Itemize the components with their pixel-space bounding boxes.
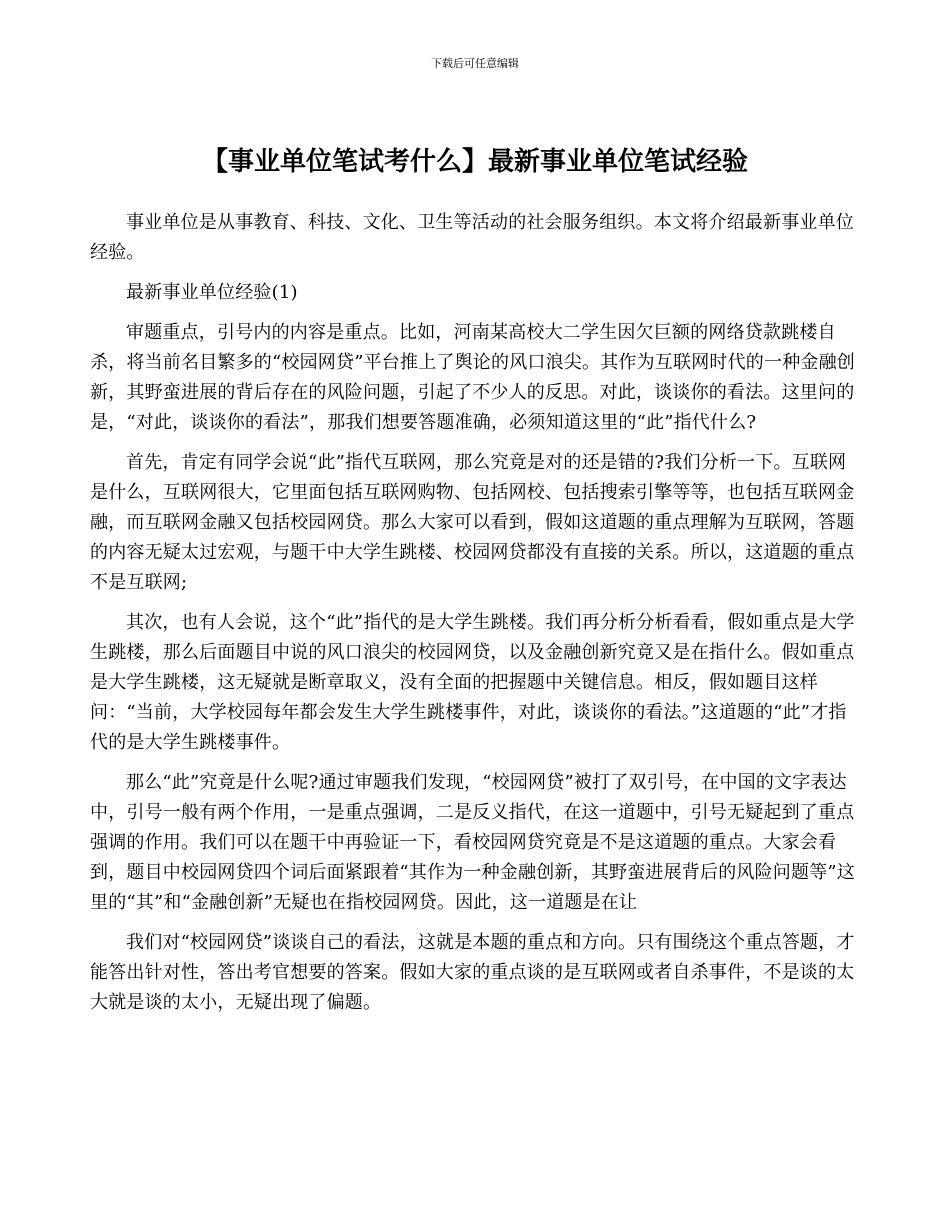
page-header-note: 下载后可任意编辑 xyxy=(431,57,519,70)
section-heading: 最新事业单位经验(1) xyxy=(126,282,298,303)
paragraph: 首先，肯定有同学会说“此”指代互联网，那么究竟是对的还是错的?我们分析一下。互联网是什么，互联网很大，它里面包括互联网购物、包括网校、包括搜索引擎等等，也包括互联网金融，而互联网金融又包括校园网贷。那么大家可以看到，假如这道题的重点理解为互联网，答题的内容无疑太过宏观，与题干中大学生跳楼、校园网贷都没有直接的关系。所以，这道题的重点不是互联网; xyxy=(90,452,855,593)
paragraph-intro: 事业单位是从事教育、科技、文化、卫生等活动的社会服务组织。本文将介绍最新事业单位经验。 xyxy=(90,212,854,263)
paragraph: 其次，也有人会说，这个“此”指代的是大学生跳楼。我们再分析分析看看，假如重点是大学生跳楼，那么后面题目中说的风口浪尖的校园网贷，以及金融创新究竟又是在指什么。假如重点是大学生跳楼，这无疑就是断章取义，没有全面的把握题中关键信息。相反，假如题目这样问：“当前，大学校园每年都会发生大学生跳楼事件，对此，谈谈你的看法。”这道题的“此”才指代的是大学生跳楼事件。 xyxy=(90,612,855,753)
document-body xyxy=(90,208,860,1028)
paragraph: 那么“此”究竟是什么呢?通过审题我们发现，“校园网贷”被打了双引号，在中国的文字表达中，引号一般有两个作用，一是重点强调，二是反义指代，在这一道题中，引号无疑起到了重点强调的作用。我们可以在题干中再验证一下，看校园网贷究竟是不是这道题的重点。大家会看到，题目中校园网贷四个词后面紧跟着“其作为一种金融创新，其野蛮进展背后的风险问题等”这里的“其”和“金融创新”无疑也在指校园网贷。因此，这一道题是在让 xyxy=(90,772,855,913)
paragraph: 我们对“校园网贷”谈谈自己的看法，这就是本题的重点和方向。只有围绕这个重点答题，才能答出针对性，答出考官想要的答案。假如大家的重点谈的是互联网或者自杀事件，不是谈的太大就是谈的太小，无疑出现了偏题。 xyxy=(90,932,855,1013)
document-title: 【事业单位笔试考什么】最新事业单位笔试经验 xyxy=(201,147,748,177)
paragraph: 审题重点，引号内的内容是重点。比如，河南某高校大二学生因欠巨额的网络贷款跳楼自杀，将当前名目繁多的“校园网贷”平台推上了舆论的风口浪尖。其作为互联网时代的一种金融创新，其野蛮进展的背后存在的风险问题，引起了不少人的反思。对此，谈谈你的看法。这里问的是，“对此，谈谈你的看法”，那我们想要答题准确，必须知道这里的“此”指代什么? xyxy=(90,322,855,433)
